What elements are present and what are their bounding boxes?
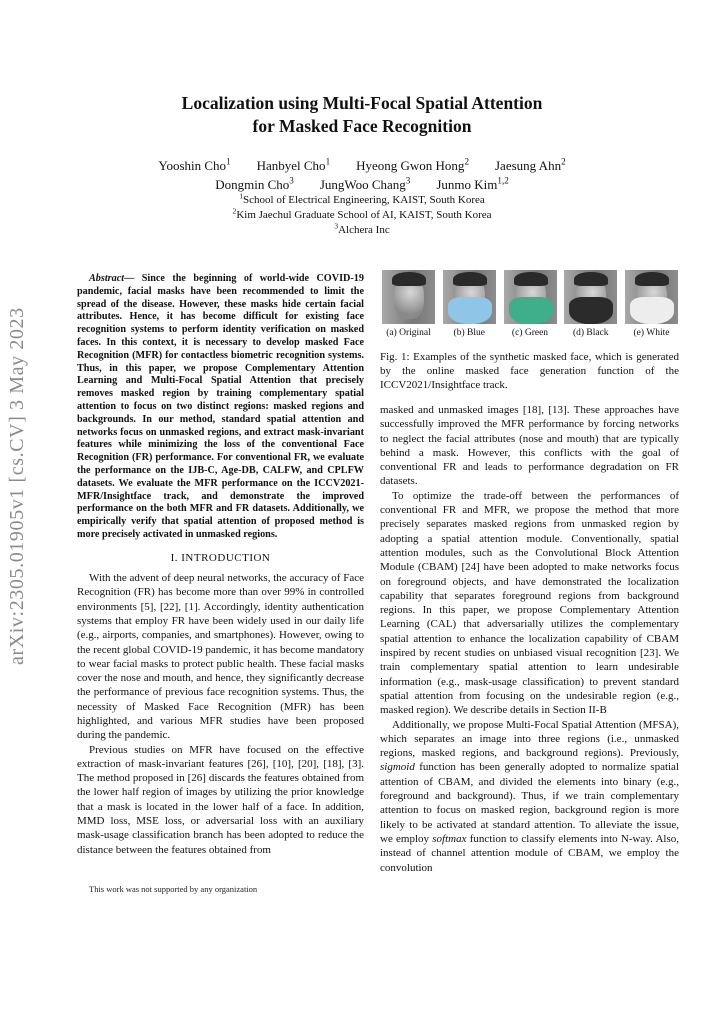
affiliation: $^2$Kim Jaechul Graduate School of AI, KAIST, South Korea	[232, 206, 492, 221]
panel-caption: (a) Original	[386, 328, 431, 338]
left-column	[77, 273, 364, 857]
author-row-2	[80, 175, 644, 194]
abstract: Abstract— Since the beginning of world-wide COVID-19 pandemic, facial masks have been recommended to limit the spread of the disease. However, these masks hide certain facial attributes. Hence, it has become difficult for existing face recognition systems to perform identity verification on masked faces. In this context, it is necessary to develop masked Face Recognition (MFR) for contactless biometric recognition systems. Thus, in this paper, we propose Complementary Attention Learning and Multi-Focal Spatial Attention that precisely removes masked region by training complementary spatial attention to focus on two distinct regions: masked regions and backgrounds. In our method, standard spatial attention and networks focus on unmasked regions, and extract mask-invariant features while minimizing the loss of the conventional Face Recognition (FR) performance. For conventional FR, we evaluate the performance on the IJB-C, Age-DB, CALFW, and CPLFW datasets. We evaluate the MFR performance on the ICCV2021-MFR/Insightface track, and demonstrate the improved performance on the both MFR and FR datasets. Additionally, we empirically verify that spatial attention of proposed method is more precisely activated in unmasked regions.	[77, 273, 364, 540]
author: Jaesung Ahn$^2$	[494, 156, 566, 173]
figure-panel	[441, 270, 498, 338]
affiliation: $^1$School of Electrical Engineering, KAIST, South Korea	[239, 191, 485, 206]
author-row-1	[80, 156, 644, 175]
author: Dongmin Cho$^3$	[215, 175, 294, 192]
face-image	[382, 270, 435, 324]
right-column	[380, 403, 679, 875]
paper-title	[80, 92, 644, 138]
author: Junmo Kim$^{1,2}$	[436, 175, 509, 192]
panel-caption: (c) Green	[511, 328, 549, 338]
softmax-term: softmax	[432, 832, 467, 845]
affiliations	[80, 193, 644, 238]
title-line-2: for Masked Face Recognition	[252, 116, 472, 136]
face-image-white-mask	[625, 270, 678, 324]
face-image-blue-mask	[443, 270, 496, 324]
panel-caption: (b) Blue	[453, 328, 485, 338]
author: JungWoo Chang$^3$	[319, 175, 411, 192]
figure-panel	[502, 270, 559, 338]
section-heading: I. INTRODUCTION	[170, 551, 271, 564]
panel-caption: (d) Black	[572, 328, 609, 338]
sigmoid-term: sigmoid	[380, 761, 415, 774]
title-line-1: Localization using Multi-Focal Spatial Attention	[181, 93, 543, 113]
figure-1-panels	[380, 270, 680, 338]
author-list	[80, 156, 644, 194]
figure-panel	[623, 270, 680, 338]
paragraph: To optimize the trade-off between the performances of conventional FR and MFR, we propose the method that more precisely separates masked regions from unmasked region by adopting a spatial attention module. Conventionally, spatial attention modules, such as the Convolutional Block Attention Module (CBAM) [24] have been adopted to make networks focus on foreground objects, and have demonstrated the localization capability that separates foreground regions from background regions. In this paper, we propose Complementary Attention Learning (CAL) that adversarially utilizes the complementary spatial attention to enhance the localization capability of CBAM inspired by recent studies on unbiased visual recognition [23]. We train complementary spatial attention to learn undesirable information (e.g., mask-usage classification) to prevent standard spatial attention from focusing on the undesirable region (e.g., masked region). We describe details in Section II-B	[380, 489, 679, 717]
face-image-black-mask	[564, 270, 617, 324]
figure-panel	[380, 270, 437, 338]
author: Hyeong Gwon Hong$^2$	[356, 156, 469, 173]
author: Yooshin Cho$^1$	[158, 156, 231, 173]
author: Hanbyel Cho$^1$	[256, 156, 331, 173]
footnote: This work was not supported by any organization	[89, 884, 258, 894]
panel-caption: (e) White	[633, 328, 670, 338]
paragraph: With the advent of deep neural networks, the accuracy of Face Recognition (FR) has become more than over 99% in controlled environments [5], [22], [1]. Accordingly, identity authentication systems that employ FR have been widely used in our daily life (e.g., airports, companies, and smartphones). However, owing to the recent global COVID-19 pandemic, it has become mandatory to wear facial masks to protect public health. These facial masks cover the nose and mouth, and hence, they significantly decrease the performance of previous face recognition systems. Thus, the necessity of Masked Face Recognition (MFR) has been highlighted, and various MFR studies have been proposed during the pandemic.	[77, 572, 364, 742]
figure-caption: Fig. 1: Examples of the synthetic masked face, which is generated by the online masked face generation function of the ICCV2021/Insightface track.	[380, 351, 679, 391]
abstract-text: Since the beginning of world-wide COVID-19 pandemic, facial masks have been recommended to limit the spread of the disease. However, these masks hide certain facial attributes. Hence, it has become difficult for existing face recognition systems to perform identity verification on masked faces. In this context, it is necessary to develop masked Face Recognition (MFR) for contactless biometric recognition systems. Thus, in this paper, we propose Complementary Attention Learning and Multi-Focal Spatial Attention that precisely removes masked region by training complementary spatial attention to focus on two distinct regions: masked regions and backgrounds. In our method, standard spatial attention and networks focus on unmasked regions, and extract mask-invariant features while minimizing the loss of the conventional Face Recognition (FR) performance. For conventional FR, we evaluate the performance on the IJB-C, Age-DB, CALFW, and CPLFW datasets. We evaluate the MFR performance on the ICCV2021-MFR/Insightface track, and demonstrate the improved performance on the both MFR and FR datasets. Additionally, we empirically verify that spatial attention of proposed method is more precisely activated in unmasked regions.	[77, 273, 364, 540]
face-image-green-mask	[504, 270, 557, 324]
affiliation: $^3$Alchera Inc	[334, 221, 390, 236]
paragraph: masked and unmasked images [18], [13]. These approaches have successfully improved the MFR performance by forcing networks to neglect the facial attributes (nose and mouth) that are typically behind a mask. However, this conflicts with the goal of conventional FR and leads to performance degradation on FR datasets.	[380, 404, 679, 488]
figure-panel	[562, 270, 619, 338]
paragraph: Additionally, we propose Multi-Focal Spatial Attention (MFSA), which separates an image into three regions (i.e., unmasked regions, masked regions, and background regions). Previously, sigmoid function has been generally adopted to normalize spatial attention of CBAM, and divided the elements into binary (e.g., foreground and background). Thus, if we train complementary attention to focus on masked region, background region is more likely to be activated at standard attention. To alleviate the issue, we employ softmax function to classify elements into N-way. Also, instead of channel attention module of CBAM, we employ the convolution	[380, 718, 679, 874]
arxiv-identifier: arXiv:2305.01905v1 [cs.CV] 3 May 2023	[6, 307, 28, 665]
paragraph: Previous studies on MFR have focused on the effective extraction of mask-invariant features [26], [10], [20], [18], [3]. The method proposed in [26] discards the features obtained from the lower half region of images by utilizing the prior knowledge that a mask is located in the lower half of a face. In addition, MMD loss, MSE loss, or adversarial loss with an auxiliary mask-usage classification branch has been adopted to reduce the distance between the features obtained from	[77, 743, 364, 856]
abstract-label: Abstract	[89, 273, 125, 284]
